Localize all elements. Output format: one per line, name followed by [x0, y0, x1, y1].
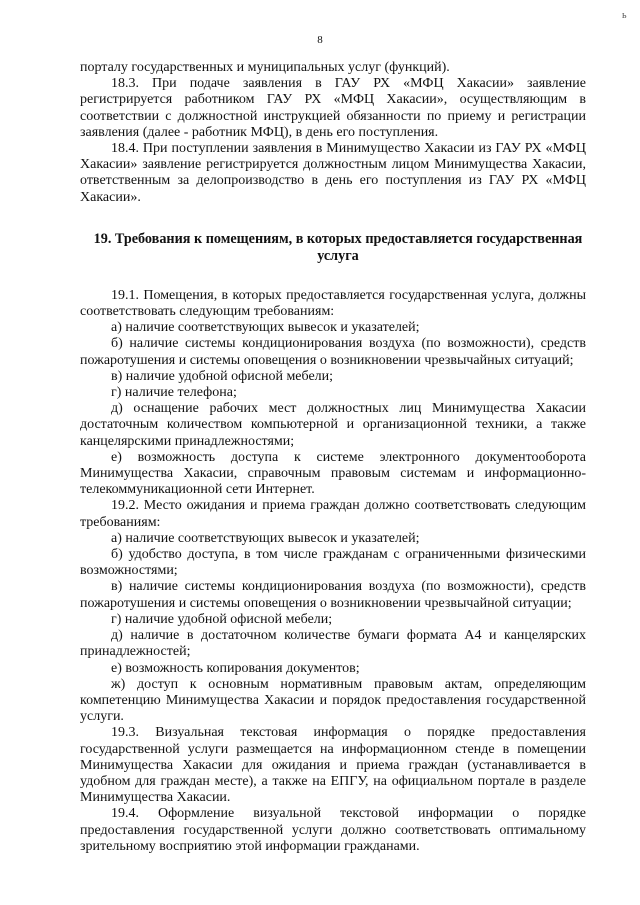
paragraph-18-3: 18.3. При подаче заявления в ГАУ РХ «МФЦ Хакасии» заявление регистрируется работником ГАУ РХ «МФЦ Хакасии», осуществляющим в соответствии с должностной инструкцией обязанности по приему и регистрации заявления (далее - работник МФЦ), в день его поступления. [80, 76, 586, 140]
paragraph: порталу государственных и муниципальных услуг (функций). [80, 60, 450, 75]
list-item: б) наличие системы кондиционирования воздуха (по возможности), средств пожаротушения и системы оповещения о возникновении чрезвычайных ситуаций; [80, 336, 586, 368]
list-item: д) оснащение рабочих мест должностных лиц Минимущества Хакасии достаточным количеством компьютерной и организационной техники, а также канцелярскими принадлежностями; [80, 401, 586, 449]
list-item: г) наличие телефона; [111, 385, 237, 401]
list-item: е) возможность копирования документов; [111, 660, 360, 676]
page-number: 8 [317, 34, 323, 46]
list-item: а) наличие соответствующих вывесок и указателей; [111, 530, 420, 546]
list-item: д) наличие в достаточном количестве бумаги формата А4 и канцелярских принадлежностей; [80, 628, 586, 660]
document-body [80, 60, 586, 855]
paragraph-18-4: 18.4. При поступлении заявления в Минимущество Хакасии из ГАУ РХ «МФЦ Хакасии» заявление регистрируется должностным лицом Минимущества Хакасии, ответственным за делопроизводство в день его поступления из ГАУ РХ «МФЦ Хакасии». [80, 141, 586, 205]
list-item: в) наличие удобной офисной мебели; [111, 368, 334, 384]
list-item: б) удобство доступа, в том числе гражданам с ограниченными физическими возможностями; [80, 547, 586, 579]
list-item: г) наличие удобной офисной мебели; [111, 611, 333, 627]
list-item: а) наличие соответствующих вывесок и указателей; [111, 320, 420, 336]
paragraph-19-2: 19.2. Место ожидания и приема граждан должно соответствовать следующим требованиям: [80, 498, 586, 530]
list-item: е) возможность доступа к системе электронного документооборота Минимущества Хакасии, справочным правовым системам и информационно-телекоммуникационной сети Интернет. [80, 449, 586, 498]
section-heading: 19. Требования к помещениям, в которых предоставляется государственная услуга [93, 230, 583, 264]
scan-mark: ь [622, 10, 627, 21]
paragraph-19-1: 19.1. Помещения, в которых предоставляется государственная услуга, должны соответствовать следующим требованиям: [80, 287, 586, 320]
list-item: в) наличие системы кондиционирования воздуха (по возможности), средств пожаротушения и системы оповещения о возникновении чрезвычайной ситуации; [80, 579, 586, 611]
paragraph-19-3: 19.3. Визуальная текстовая информация о порядке предоставления государственной услуги размещается на информационном стенде в помещении Минимущества Хакасии для ожидания и приема граждан (устанавливается в удобном для граждан месте), а также на ЕПГУ, на официальном портале в разделе Минимущества Хакасии. [80, 725, 586, 806]
paragraph-19-4: 19.4. Оформление визуальной текстовой информации о порядке предоставления государственной услуги должно соответствовать оптимальному зрительному восприятию этой информации гражданами. [80, 806, 586, 854]
list-item: ж) доступ к основным нормативным правовым актам, определяющим компетенцию Минимущества Хакасии и порядок предоставления государственной услуги. [80, 676, 586, 725]
